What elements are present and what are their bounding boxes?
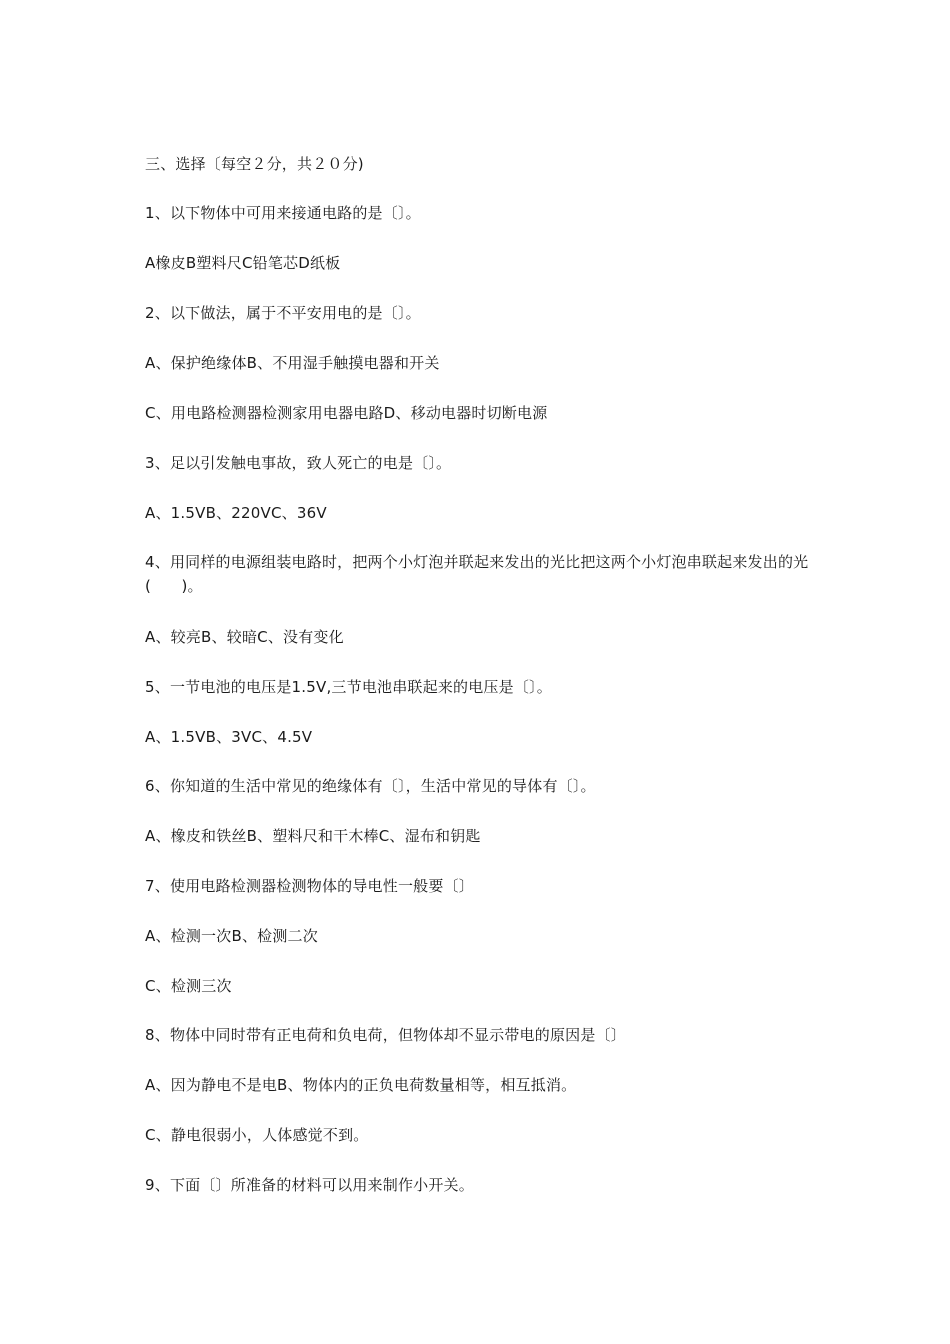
question-8-options-a-b: A、因为静电不是电B、物体内的正负电荷数量相等，相互抵消。 xyxy=(145,1076,577,1094)
question-7-options-a-b: A、检测一次B、检测二次 xyxy=(145,927,318,945)
question-3-options: A、1.5VB、220VC、36V xyxy=(145,504,327,522)
question-4: 4、用同样的电源组装电路时，把两个小灯泡并联起来发出的光比把这两个小灯泡串联起来发出的光( )。 xyxy=(145,553,809,595)
question-1-options: A橡皮B塑料尺C铅笔芯D纸板 xyxy=(145,254,341,272)
question-7-option-c: C、检测三次 xyxy=(145,977,232,995)
question-9: 9、下面〔〕所准备的材料可以用来制作小开关。 xyxy=(145,1176,474,1194)
question-4-options: A、较亮B、较暗C、没有变化 xyxy=(145,628,344,646)
question-5: 5、一节电池的电压是1.5V,三节电池串联起来的电压是〔〕。 xyxy=(145,678,552,696)
question-5-options: A、1.5VB、3VC、4.5V xyxy=(145,728,313,746)
question-3: 3、足以引发触电事故，致人死亡的电是〔〕。 xyxy=(145,454,452,472)
question-6-options: A、橡皮和铁丝B、塑料尺和干木棒C、湿布和钥匙 xyxy=(145,827,481,845)
question-2-options-c-d: C、用电路检测器检测家用电器电路D、移动电器时切断电源 xyxy=(145,404,548,422)
question-2-options-a-b: A、保护绝缘体B、不用湿手触摸电器和开关 xyxy=(145,354,440,372)
question-2: 2、以下做法，属于不平安用电的是〔〕。 xyxy=(145,304,421,322)
question-1: 1、以下物体中可用来接通电路的是〔〕。 xyxy=(145,204,421,222)
question-8-option-c: C、静电很弱小，人体感觉不到。 xyxy=(145,1126,369,1144)
question-6: 6、你知道的生活中常见的绝缘体有〔〕，生活中常见的导体有〔〕。 xyxy=(145,777,596,795)
question-7: 7、使用电路检测器检测物体的导电性一般要〔〕 xyxy=(145,877,474,895)
question-8: 8、物体中同时带有正电荷和负电荷，但物体却不显示带电的原因是〔〕 xyxy=(145,1026,626,1044)
section-heading: 三、选择〔每空２分，共２０分) xyxy=(145,155,364,173)
